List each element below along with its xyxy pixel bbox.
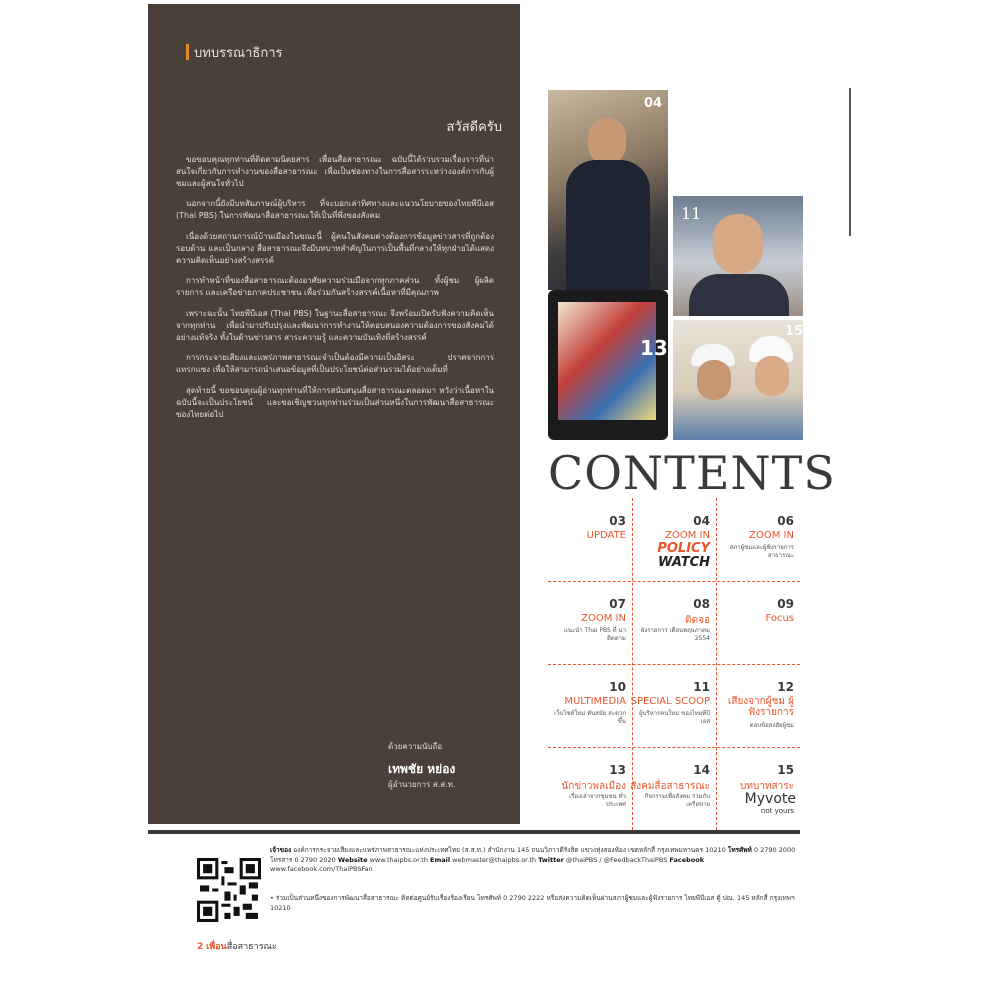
owner-label: เจ้าของ [270, 846, 292, 854]
editorial-paragraph: เพราะฉะนั้น ไทยพีบีเอส (Thai PBS) ในฐานะสื่อสาธารณะ จึงพร้อมเปิดรับฟังความคิดเห็นจากทุกท่าน เพื่อนำมาปรับปรุงและพัฒนาการทำงานให้ตอบสนองความต้องการของสังคมได้อย่างแท้จริง ทั้งในด้านข่าวสาร สาระความรู้ และความบันเทิงที่สร้างสรรค์ [176, 308, 494, 342]
editorial-greeting: สวัสดีครับ [446, 120, 502, 135]
magazine-brand-tail: สื่อสาธารณะ [226, 942, 277, 952]
website-label: Website [337, 855, 368, 864]
editorial-body [176, 154, 494, 429]
myvote-logo: Myvote [744, 791, 796, 807]
photo-page-number: 13 [640, 336, 668, 360]
contents-item[interactable] [716, 498, 800, 581]
qr-code-icon[interactable] [197, 858, 261, 922]
person-suit [566, 160, 650, 290]
heading-accent-bar [186, 44, 189, 60]
editorial-heading: บทบรรณาธิการ [194, 46, 283, 61]
person-face [697, 360, 731, 400]
item-page-number: 13 [609, 763, 626, 777]
item-page-number: 09 [777, 597, 794, 611]
phone-label: โทรศัพท์ [727, 846, 752, 854]
item-description: ผู้บริหารคนใหม่ ของไทยพีบีเอส [639, 710, 710, 725]
watch-word: WATCH [658, 555, 710, 570]
person-face [713, 214, 763, 274]
item-page-number: 15 [777, 763, 794, 777]
item-description: กิจกรรมเพื่อสังคม ร่วมกับเครือข่าย [644, 793, 710, 808]
policy-word: POLICY [657, 541, 710, 556]
item-description: แนะนำ Thai PBS ที่ น่าติดตาม [564, 627, 626, 642]
photo-page-number: 04 [644, 96, 663, 111]
item-description: เว็บไซต์ใหม่ ทันสมัย สะดวกขึ้น [554, 710, 626, 725]
page-footer [197, 939, 277, 953]
contents-item[interactable] [632, 581, 716, 664]
editorial-paragraph: การกระจายเสียงและแพร่ภาพสาธารณะจำเป็นต้องมีความเป็นอิสระ ปราศจากการแทรกแซง เพื่อให้สามารถนำเสนอข้อมูลที่เป็นประโยชน์ต่อส่วนรวมได้อย่างเต็มที่ [176, 353, 494, 375]
footer-note: • ร่วมเป็นส่วนหนึ่งของการพัฒนาสื่อสาธารณะ ติดต่อศูนย์รับเรื่องร้องเรียน โทรศัพท์ 0 2790 2222 หรือส่งความคิดเห็นผ่านสภาผู้ชมและผู้ฟังรายการ ไทยพีบีเอส ตู้ ปณ. 145 หลักสี่ กรุงเทพฯ 10210 [270, 894, 795, 912]
editorial-paragraph: เนื่องด้วยสถานการณ์บ้านเมืองในขณะนี้ ผู้คนในสังคมต่างต้องการข้อมูลข่าวสารที่ถูกต้อง รอบด้าน และเป็นกลาง สื่อสาธารณะจึงมีบทบาทสำคัญในการเป็นพื้นที่กลางให้ทุกฝ่ายได้แสดงความคิดเห็นอย่างสร้างสรรค์ [176, 231, 494, 265]
item-title: สังคมสื่อสาธารณะ [630, 781, 710, 792]
magazine-brand: เพื่อน [206, 942, 227, 952]
photo-page-04[interactable] [548, 90, 668, 290]
phone-text: 0 2790 2000 โทรสาร 0 2790 2020 [270, 846, 796, 864]
item-title: UPDATE [586, 530, 626, 541]
contents-item[interactable] [548, 498, 632, 581]
item-page-number: 11 [693, 680, 710, 694]
item-page-number: 12 [777, 680, 794, 694]
item-page-number: 06 [777, 514, 794, 528]
contents-item[interactable] [548, 581, 632, 664]
footer-divider [148, 830, 800, 834]
item-title: ZOOM IN [665, 530, 710, 541]
contents-item[interactable] [632, 498, 716, 581]
item-description: สภาผู้ชมและผู้ฟังรายการ สาธารณะ [729, 544, 794, 559]
item-page-number: 07 [609, 597, 626, 611]
item-title: เสียงจากผู้ชม ผู้ฟังรายการ [727, 696, 794, 718]
editorial-paragraph: สุดท้ายนี้ ขอขอบคุณผู้อ่านทุกท่านที่ให้การสนับสนุนสื่อสาธารณะตลอดมา หวังว่าเนื้อหาในฉบับนี้จะเป็นประโยชน์ และขอเชิญชวนทุกท่านร่วมเป็นส่วนหนึ่งในการพัฒนาสื่อสาธารณะของไทยต่อไป [176, 385, 494, 419]
item-description: ตอบข้อสงสัยผู้ชม [749, 722, 794, 729]
facebook-label: Facebook [669, 855, 705, 864]
photo-page-15[interactable] [673, 320, 803, 440]
item-title: MULTIMEDIA [564, 696, 626, 707]
signature-label: ด้วยความนับถือ [388, 742, 443, 751]
contents-item[interactable] [716, 664, 800, 747]
myvote-subtitle: not yours [760, 807, 794, 815]
item-description: เรื่องเล่าจากชุมชน ทั่วประเทศ [569, 793, 626, 808]
signature-name: เทพชัย หย่อง [388, 762, 456, 776]
contents-title: CONTENTS [548, 446, 836, 500]
email-label: Email [430, 855, 451, 864]
contents-item[interactable] [716, 581, 800, 664]
owner-text: องค์การกระจายเสียงและแพร่ภาพสาธารณะแห่งประเทศไทย (ส.ส.ท.) สำนักงาน 145 ถนนวิภาวดีรังสิต แขวงทุ่งสองห้อง เขตหลักสี่ กรุงเทพมหานคร 10210 [293, 846, 726, 854]
photo-page-number: 15 [785, 324, 803, 339]
item-description: ผังรายการ เดือนพฤษภาคม 2554 [640, 627, 710, 642]
tablet-screen [558, 302, 656, 420]
contents-item[interactable] [548, 747, 632, 830]
website-link[interactable]: www.thaipbs.or.th [369, 855, 428, 864]
person-face [755, 356, 789, 396]
editorial-paragraph: การทำหน้าที่ของสื่อสาธารณะต้องอาศัยความร่วมมือจากทุกภาคส่วน ทั้งผู้ชม ผู้ผลิตรายการ และเครือข่ายภาคประชาชน เพื่อร่วมกันสร้างสรรค์เนื้อหาที่มีคุณภาพ [176, 276, 494, 298]
item-title: Focus [765, 613, 794, 624]
item-title: ติดจอ [685, 615, 710, 626]
contents-item[interactable] [632, 664, 716, 747]
item-page-number: 08 [693, 597, 710, 611]
item-page-number: 04 [693, 514, 710, 528]
facebook-link[interactable]: www.facebook.com/ThaiPBSFan [270, 865, 373, 873]
contents-grid [548, 498, 800, 830]
decorative-line [849, 88, 851, 236]
item-page-number: 14 [693, 763, 710, 777]
photo-page-13-tablet[interactable] [548, 290, 668, 440]
email-link[interactable]: webmaster@thaipbs.or.th [452, 855, 536, 864]
item-title: บทบาทสาระ [740, 781, 794, 792]
person-suit [689, 274, 789, 316]
contents-item[interactable] [716, 747, 800, 830]
contents-item[interactable] [548, 664, 632, 747]
photo-page-11[interactable] [673, 196, 803, 316]
policy-watch-logo [657, 542, 710, 570]
contents-item[interactable] [632, 747, 716, 830]
item-title: ZOOM IN [749, 530, 794, 541]
page-number: 2 [197, 942, 204, 952]
twitter-link[interactable]: @thaiPBS / @FeedbackThaiPBS [565, 855, 668, 864]
signature-role: ผู้อำนวยการ ส.ส.ท. [388, 780, 456, 789]
editorial-panel [148, 4, 520, 824]
editorial-paragraph: ขอขอบคุณทุกท่านที่ติดตามนิตยสาร เพื่อนสื่อสาธารณะ ฉบับนี้ได้รวบรวมเรื่องราวที่น่าสนใจเกี่ยวกับการทำงานของสื่อสาธารณะ เพื่อเป็นช่องทางในการสื่อสารระหว่างองค์การกับผู้ชมและผู้สนใจทั่วไป [176, 155, 494, 188]
item-title: SPECIAL SCOOP [630, 696, 710, 707]
item-title: ZOOM IN [581, 613, 626, 624]
item-page-number: 03 [609, 514, 626, 528]
item-title: นักข่าวพลเมือง [561, 781, 626, 792]
person-face [588, 118, 626, 164]
photo-page-number: 11 [681, 204, 702, 223]
twitter-label: Twitter [538, 855, 564, 864]
editorial-paragraph: นอกจากนี้ยังมีบทสัมภาษณ์ผู้บริหาร ที่จะบอกเล่าทิศทางและแนวนโยบายของไทยพีบีเอส (Thai PBS) ในการพัฒนาสื่อสาธารณะให้เป็นที่พึ่งของสังคม [176, 199, 494, 221]
footer-publisher-info [270, 846, 802, 875]
item-page-number: 10 [609, 680, 626, 694]
